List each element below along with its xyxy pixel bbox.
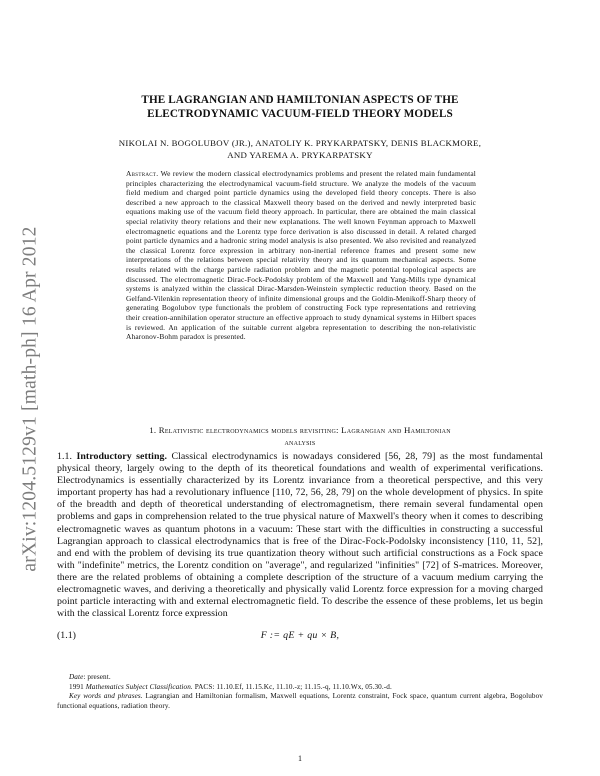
equation-formula: F := qE + qu × B, xyxy=(260,630,340,641)
author-list xyxy=(90,138,510,161)
section-heading-line-2: analysis xyxy=(284,436,316,447)
abstract xyxy=(126,169,476,342)
msc-value: PACS: 11.10.Ef, 11.15.Kc, 11.10.-z; 11.15.-q, 11.10.Wx, 05.30.-d. xyxy=(194,682,392,691)
abstract-label: Abstract. xyxy=(126,169,159,178)
arxiv-identifier-stamp xyxy=(19,174,43,624)
page-number: 1 xyxy=(298,754,302,763)
section-heading xyxy=(95,425,505,448)
equation-1-1 xyxy=(57,630,543,644)
section-heading-line-1: 1. Relativistic electrodynamics models revisiting: Lagrangian and Hamiltonian xyxy=(149,425,451,435)
msc-label: Mathematics Subject Classification. xyxy=(85,682,193,691)
keywords-label: Key words and phrases. xyxy=(69,692,143,701)
authors-line-1: NIKOLAI N. BOGOLUBOV (JR.), ANATOLIY K. PRYKARPATSKY, DENIS BLACKMORE, xyxy=(118,138,482,148)
equation-label: (1.1) xyxy=(57,630,76,641)
date-label: Date xyxy=(69,673,84,681)
footnote-keywords xyxy=(57,692,543,711)
footnotes xyxy=(57,673,543,711)
subsection-text: Classical electrodynamics is nowadays considered [56, 28, 79] as the most fundamental physical theory, largely owing to the depth of its theoretical foundations and wealth of experimental verifications. Electrodynamics is essentially characterized by its Lorentz invariance from a theoretical perspective, and this very important property has had a revolutionary influence [110, 72, 56, 28, 79] on the whole development of physics. In spite of the breadth and depth of theoretical understanding of electromagnetism, there remain several fundamental open problems and gaps in comprehension related to the true physical nature of Maxwell's theory when it comes to describing electromagnetic waves as quantum photons in a vacuum: These start with the difficulties in constructing a successful Lagrangian approach to classical electrodynamics that is free of the Dirac-Fock-Podolsky inconsistency [110, 11, 52], and end with the problem of devising its true quantization theory without such artificial constructions as a Fock space with "indefinite" metrics, the Lorentz condition on "average", and regularized "infinities" [72] of S-matrices. Moreover, there are the related problems of obtaining a complete description of the structure of a vacuum medium carrying the electromagnetic waves, and deriving a theoretically and physically valid Lorentz force expression for a moving charged point particle interacting with and external electromagnetic field. To describe the essence of these problems, let us begin with the classical Lorentz force expression xyxy=(57,451,543,620)
subsection-title: Introductory setting. xyxy=(76,451,167,462)
abstract-text: We review the modern classical electrodynamics problems and present the related main fundamental principles characterizing the electrodynamical vacuum-field structure. We analyze the models of the vacuum field medium and charged point particle dynamics using the developed field theory concepts. There is also described a new approach to the classical Maxwell theory based on the derived and newly interpreted basic equations making use of the vacuum field theory approach. In particular, there are obtained the main classical special relativity theory relations and their new explanations. The well known Feynman approach to Maxwell electromagnetic equations and the Lorentz type force derivation is also discussed in detail. A related charged point particle dynamics and a hadronic string model analysis is also presented. We also revisited and reanalyzed the classical Lorentz force expression in arbitrary non-inertial reference frames and present some new interpretations of the relations between special relativity theory and its quantum mechanical aspects. Some results related with the charge particle radiation problem and the magnetic potential topological aspects are discussed. The electromagnetic Dirac-Fock-Podolsky problem of the Maxwell and Yang-Mills type dynamical systems is analyzed within the classical Dirac-Marsden-Weinstein symplectic reduction theory. Based on the Gelfand-Vilenkin representation theory of infinite dimensional groups and the Goldin-Menikoff-Sharp theory of generating Bogolubov type functionals the problem of constructing Fock type representations and retrieving their creation-annihilation operator structure an effective approach to study dynamical systems in Hilbert spaces is reviewed. An application of the suitable current algebra representation to describing the non-relativistic Aharonov-Bohm paradox is presented. xyxy=(126,169,476,342)
title-line-2: ELECTRODYNAMIC VACUUM-FIELD THEORY MODELS xyxy=(147,107,453,120)
footnote-date xyxy=(57,673,543,683)
footnote-msc xyxy=(57,683,543,693)
date-value: : present. xyxy=(83,673,111,681)
authors-line-2: AND YAREMA A. PRYKARPATSKY xyxy=(227,149,373,160)
arxiv-identifier: arXiv:1204.5129v1 [math-ph] 16 Apr 2012 xyxy=(20,226,41,572)
paper-title xyxy=(80,94,520,121)
title-line-1: THE LAGRANGIAN AND HAMILTONIAN ASPECTS OF THE xyxy=(141,94,459,106)
msc-year: 1991 xyxy=(69,682,84,691)
subsection-number: 1.1. xyxy=(57,451,73,462)
keywords-value: Lagrangian and Hamiltonian formalism, Maxwell equations, Lorentz constraint, Fock space, quantum current algebra, Bogolubov functional equations, radiation theory. xyxy=(57,692,543,710)
subsection-introductory-setting xyxy=(57,451,543,620)
